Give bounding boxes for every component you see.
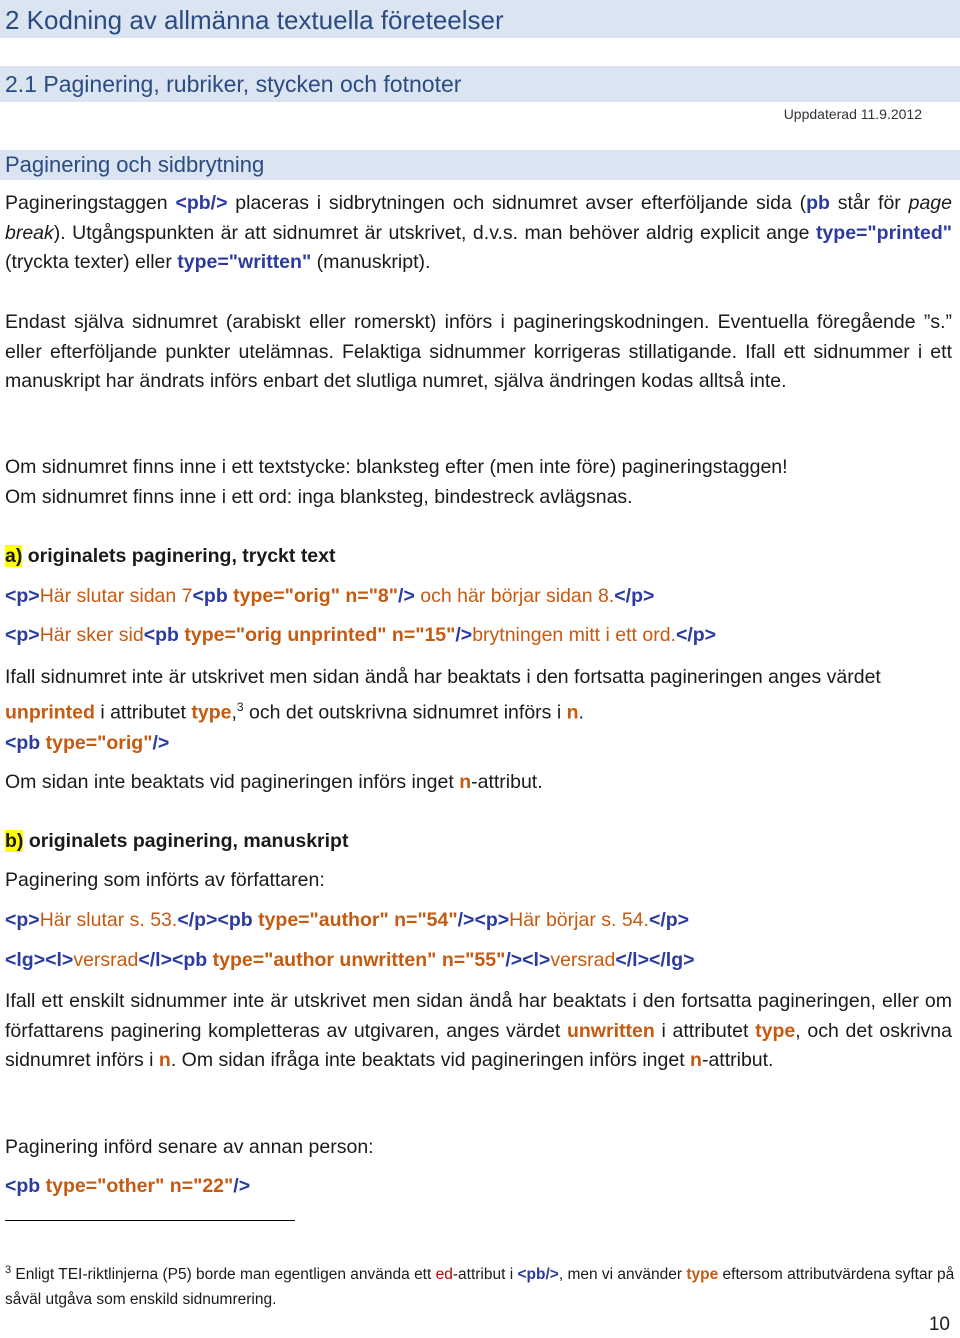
updated-date: Uppdaterad 11.9.2012 [783, 106, 922, 122]
code-example-b2: <lg><l>versrad</l><pb type="author unwritten" n="55"/><l>versrad</l></lg> [5, 949, 695, 971]
paragraph-unwritten: Ifall ett enskilt sidnummer inte är utskrivet men sidan ändå har beaktats i den fortsatta pagineringen, eller om författarens paginering kompletteras av utgivaren, anges värdet unwritten i attributet type, och det oskrivna sidnumret införs i n. Om sidan ifråga inte beaktats vid pagineringen införs inget n-attribut. [5, 990, 952, 1071]
section-heading-band [0, 66, 960, 102]
code-example-a1: <p>Här slutar sidan 7<pb type="orig" n="8"/> och här börjar sidan 8.</p> [5, 585, 655, 607]
chapter-heading: 2 Kodning av allmänna textuella företeelser [5, 5, 504, 35]
code-example-a3: <pb type="orig"/> [5, 732, 170, 754]
chapter-heading-band [0, 0, 960, 38]
paragraph-pagination-intro: Pagineringstaggen <pb/> placeras i sidbrytningen och sidnumret avser efterföljande sida (pb står för page break). Utgångspunkten är att sidnumret är utskrivet, d.v.s. man behöver aldrig explicit ange type="printed" (tryckta texter) eller type="written" (manuskript). [5, 192, 952, 273]
rule-inside-text: Om sidnumret finns inne i ett textstycke: blanksteg efter (men inte före) pagineringstaggen! [5, 456, 788, 478]
section-b-heading: b) originalets paginering, manuskript [5, 830, 349, 852]
footnote: $^3$ Enligt TEI-riktlinjerna (P5) borde man egentligen använda ett ed-attribut i <pb/>, men vi använder type eftersom attributvärdena syftar på såväl utgåva som enskild sidnumrering. [5, 1264, 955, 1309]
footnote-separator [5, 1220, 295, 1221]
other-pagination-intro: Paginering införd senare av annan person: [5, 1136, 374, 1158]
code-example-b3: <pb type="other" n="22"/> [5, 1175, 251, 1197]
section-heading: 2.1 Paginering, rubriker, stycken och fotnoter [5, 71, 462, 97]
paragraph-no-n-attribute: Om sidan inte beaktats vid pagineringen införs inget n-attribut. [5, 771, 543, 793]
subsection-heading: Paginering och sidbrytning [5, 152, 265, 177]
rule-inside-word: Om sidnumret finns inne i ett ord: inga blanksteg, bindestreck avlägsnas. [5, 486, 633, 508]
author-pagination-intro: Paginering som införts av författaren: [5, 869, 325, 891]
subsection-heading-band [0, 150, 960, 180]
code-example-b1: <p>Här slutar s. 53.</p><pb type="author" n="54"/><p>Här börjar s. 54.</p> [5, 909, 690, 931]
footnote-number: 3 [5, 1264, 12, 1276]
footnote-ref: 3 [236, 699, 244, 714]
section-a-heading: a) originalets paginering, tryckt text [5, 545, 336, 567]
paragraph-page-numbers: Endast själva sidnumret (arabiskt eller romerskt) införs i pagineringskodningen. Eventuella föregående ”s.” eller efterföljande punkter utelämnas. Felaktiga sidnummer korrigeras stillatigande. Ifall ett sidnummer i ett manuskript har ändrats införs enbart det slutliga numret, själva ändringen kodas alltså inte. [5, 311, 952, 392]
paragraph-unprinted: Ifall sidnumret inte är utskrivet men sidan ändå har beaktats i den fortsatta pagineringen anges värdet unprinted i attributet type,$^3$ och det outskrivna sidnumret införs i n. [5, 666, 881, 723]
page-number: 10 [928, 1314, 950, 1335]
code-example-a2: <p>Här sker sid<pb type="orig unprinted" n="15"/>brytningen mitt i ett ord.</p> [5, 624, 717, 646]
